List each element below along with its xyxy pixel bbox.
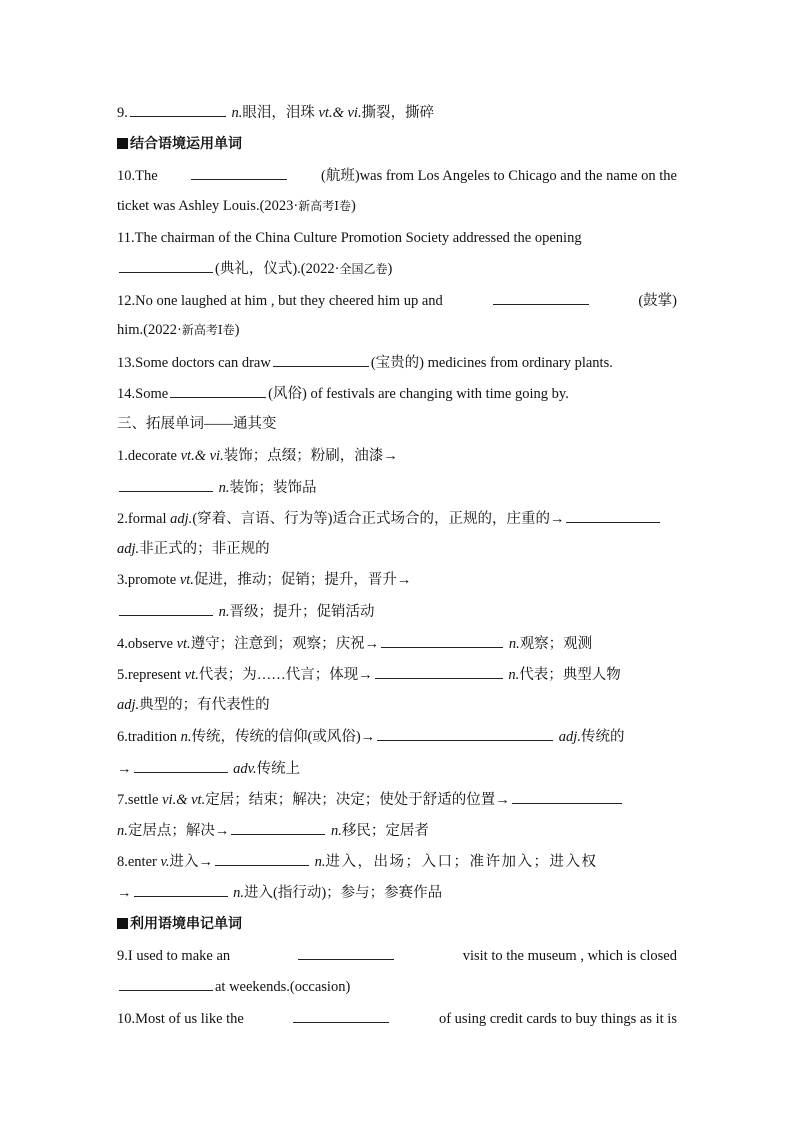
sentence-text: 10.The bbox=[117, 168, 158, 184]
section-heading bbox=[117, 134, 677, 154]
exercise-line-12 bbox=[117, 290, 677, 311]
exercise-line-12-cont: him.(2022·新高考Ⅰ卷) bbox=[117, 322, 240, 338]
part-of-speech: adj. bbox=[558, 729, 581, 745]
part-of-speech: n. bbox=[233, 885, 244, 901]
extend-line-2: 2.formal adj.(穿着、言语、行为等)适合正式场合的，正规的，庄重的→ bbox=[117, 508, 677, 529]
sentence-text: him.(2022· bbox=[117, 322, 182, 338]
exercise-line-10 bbox=[117, 165, 677, 186]
part-of-speech: n. bbox=[314, 854, 326, 870]
square-bullet-icon bbox=[117, 918, 128, 929]
arrow-icon: → bbox=[117, 761, 132, 777]
answer-blank[interactable] bbox=[293, 1008, 389, 1023]
sentence-text: 9.I used to make an bbox=[117, 948, 231, 964]
square-bullet-icon bbox=[117, 138, 128, 149]
part-of-speech: n. bbox=[180, 729, 192, 745]
source-label: 新高考Ⅰ卷 bbox=[181, 323, 235, 337]
sentence-text: 11.The chairman of the China Culture Promotion Society addressed the opening bbox=[117, 230, 582, 246]
part-of-speech: adj. bbox=[170, 511, 193, 527]
answer-blank[interactable] bbox=[134, 758, 228, 773]
context-line-9 bbox=[117, 945, 677, 966]
part-of-speech: vt.& vi. bbox=[318, 105, 362, 121]
answer-blank[interactable] bbox=[119, 477, 213, 492]
definition: 进入(指行动)；参与；参赛作品 bbox=[244, 885, 443, 901]
definition: 定居点；解决→ bbox=[127, 823, 230, 839]
extend-line-7: 7.settle vi.& vt.定居；结束；解决；决定；使处于舒适的位置→ bbox=[117, 789, 677, 810]
part-of-speech: n. bbox=[218, 480, 230, 496]
exercise-line-13 bbox=[117, 352, 677, 373]
part-of-speech: vt. bbox=[184, 667, 199, 683]
answer-blank[interactable] bbox=[119, 976, 213, 991]
sentence-text: 10.Most of us like the bbox=[117, 1011, 244, 1027]
definition: 装饰；点缀；粉刷，油漆→ bbox=[223, 448, 398, 464]
extend-line-8-cont bbox=[117, 882, 677, 903]
definition: 进入，出场；入口；准许加入；进入权 bbox=[325, 854, 598, 870]
answer-blank[interactable] bbox=[493, 290, 589, 305]
part-of-speech: vi.& vt. bbox=[162, 792, 206, 808]
part-of-speech: n. bbox=[508, 636, 520, 652]
extend-line-3-cont bbox=[117, 601, 677, 622]
exercise-line-11 bbox=[117, 228, 677, 248]
answer-blank[interactable] bbox=[298, 945, 394, 960]
sentence-text: 13.Some doctors can draw bbox=[117, 355, 271, 371]
part-of-speech: n. bbox=[508, 667, 520, 683]
definition: 传统，传统的信仰(或风俗)→ bbox=[191, 729, 376, 745]
sentence-text: visit to the museum , which is closed bbox=[462, 948, 677, 964]
answer-blank[interactable] bbox=[512, 789, 622, 804]
part-of-speech: n. bbox=[218, 604, 230, 620]
extend-line-6: 6.tradition n.传统，传统的信仰(或风俗)→ adj.传统的 bbox=[117, 726, 677, 747]
source-label: 全国乙卷 bbox=[339, 262, 388, 276]
exercise-line-10-cont: ticket was Ashley Louis.(2023·新高考Ⅰ卷) bbox=[117, 198, 356, 214]
sentence-text: 14.Some bbox=[117, 386, 169, 402]
heading-text: 利用语境串记单词 bbox=[130, 916, 242, 932]
answer-blank[interactable] bbox=[191, 165, 287, 180]
sentence-text: (典礼，仪式).(2022· bbox=[215, 261, 340, 277]
sentence-text: ticket was Ashley Louis.(2023· bbox=[117, 198, 299, 214]
definition: 遵守；注意到；观察；庆祝→ bbox=[190, 636, 380, 652]
definition: 定居；结束；解决；决定；使处于舒适的位置→ bbox=[205, 792, 510, 808]
part-of-speech: adv. bbox=[233, 761, 257, 777]
heading-text: 三、拓展单词——通其变 bbox=[117, 416, 277, 432]
extend-line-3: 3.promote vt.促进，推动；促销；提升，晋升→ bbox=[117, 572, 412, 588]
definition: (穿着、言语、行为等)适合正式场合的，正规的，庄重的→ bbox=[192, 511, 565, 527]
part-of-speech: v. bbox=[160, 854, 170, 870]
exercise-line-11-cont: (典礼，仪式).(2022·全国乙卷) bbox=[117, 258, 677, 279]
definition: 代表；典型人物 bbox=[519, 667, 621, 683]
answer-blank[interactable] bbox=[119, 601, 213, 616]
part-of-speech: n. bbox=[231, 105, 243, 121]
answer-blank[interactable] bbox=[381, 633, 503, 648]
answer-blank[interactable] bbox=[170, 383, 266, 398]
source-label: 新高考Ⅰ卷 bbox=[298, 199, 351, 213]
answer-blank[interactable] bbox=[231, 820, 325, 835]
answer-blank[interactable] bbox=[566, 508, 660, 523]
extend-line-1-cont bbox=[117, 477, 677, 498]
part-of-speech: vt. bbox=[179, 572, 194, 588]
answer-blank[interactable] bbox=[119, 258, 213, 273]
extend-line-2-cont bbox=[117, 539, 677, 559]
sentence-text: at weekends.(occasion) bbox=[215, 979, 351, 995]
definition: 非正式的；非正规的 bbox=[139, 541, 270, 557]
sentence-text: of using credit cards to buy things as it is bbox=[438, 1011, 677, 1027]
extend-line-4: 4.observe vt.遵守；注意到；观察；庆祝→ n.观察；观测 bbox=[117, 633, 677, 654]
extend-line-6-cont bbox=[117, 758, 677, 779]
answer-blank[interactable] bbox=[375, 664, 503, 679]
definition: 晋级；提升；促销活动 bbox=[229, 604, 375, 620]
sentence-text: (航班)was from Los Angeles to Chicago and the name on the bbox=[321, 168, 677, 184]
definition: 传统上 bbox=[256, 761, 301, 777]
sentence-text: 12.No one laughed at him , but they cheered him up and bbox=[117, 293, 443, 309]
definition: 进入→ bbox=[169, 854, 213, 870]
vocab-line-9 bbox=[117, 102, 677, 123]
part-of-speech: vt. bbox=[176, 636, 191, 652]
definition: 传统的 bbox=[580, 729, 625, 745]
extend-line-8: 8.enter v.进入→ n.进入，出场；入口；准许加入；进入权 bbox=[117, 851, 677, 872]
part-of-speech: adj. bbox=[117, 697, 140, 713]
definition: 装饰；装饰品 bbox=[229, 480, 317, 496]
definition: 代表；为……代言；体现→ bbox=[198, 667, 373, 683]
arrow-icon: → bbox=[117, 885, 132, 901]
extend-line-5: 5.represent vt.代表；为……代言；体现→ n.代表；典型人物 bbox=[117, 664, 677, 685]
part-of-speech: n. bbox=[117, 823, 128, 839]
answer-blank[interactable] bbox=[215, 851, 309, 866]
item-number: 9. bbox=[117, 105, 128, 121]
part-of-speech: n. bbox=[331, 823, 342, 839]
answer-blank[interactable] bbox=[273, 352, 369, 367]
context-line-10 bbox=[117, 1008, 677, 1029]
definition: 典型的；有代表性的 bbox=[139, 697, 270, 713]
extend-line-7-cont bbox=[117, 820, 677, 841]
definition: 观察；观测 bbox=[519, 636, 593, 652]
definition: 移民；定居者 bbox=[341, 823, 429, 839]
context-line-9-cont bbox=[117, 976, 677, 997]
answer-blank[interactable] bbox=[130, 102, 226, 117]
answer-blank[interactable] bbox=[377, 726, 553, 741]
definition: 促进，推动；促销；提升，晋升→ bbox=[193, 572, 412, 588]
exercise-line-14 bbox=[117, 383, 677, 404]
extend-line-1: 1.decorate vt.& vi.装饰；点缀；粉刷，油漆→ bbox=[117, 448, 398, 464]
section-title bbox=[117, 414, 677, 434]
definition: 眼泪，泪珠 bbox=[242, 105, 319, 121]
part-of-speech: adj. bbox=[117, 541, 140, 557]
sentence-text: (宝贵的) medicines from ordinary plants. bbox=[370, 355, 613, 371]
heading-text: 结合语境运用单词 bbox=[130, 136, 242, 152]
sentence-text: (鼓掌) bbox=[638, 293, 677, 309]
section-heading bbox=[117, 914, 677, 934]
definition: 撕裂，撕碎 bbox=[361, 105, 435, 121]
answer-blank[interactable] bbox=[134, 882, 228, 897]
part-of-speech: vt.& vi. bbox=[180, 448, 224, 464]
sentence-text: (风俗) of festivals are changing with time going by. bbox=[268, 386, 569, 402]
extend-line-5-cont bbox=[117, 695, 677, 715]
